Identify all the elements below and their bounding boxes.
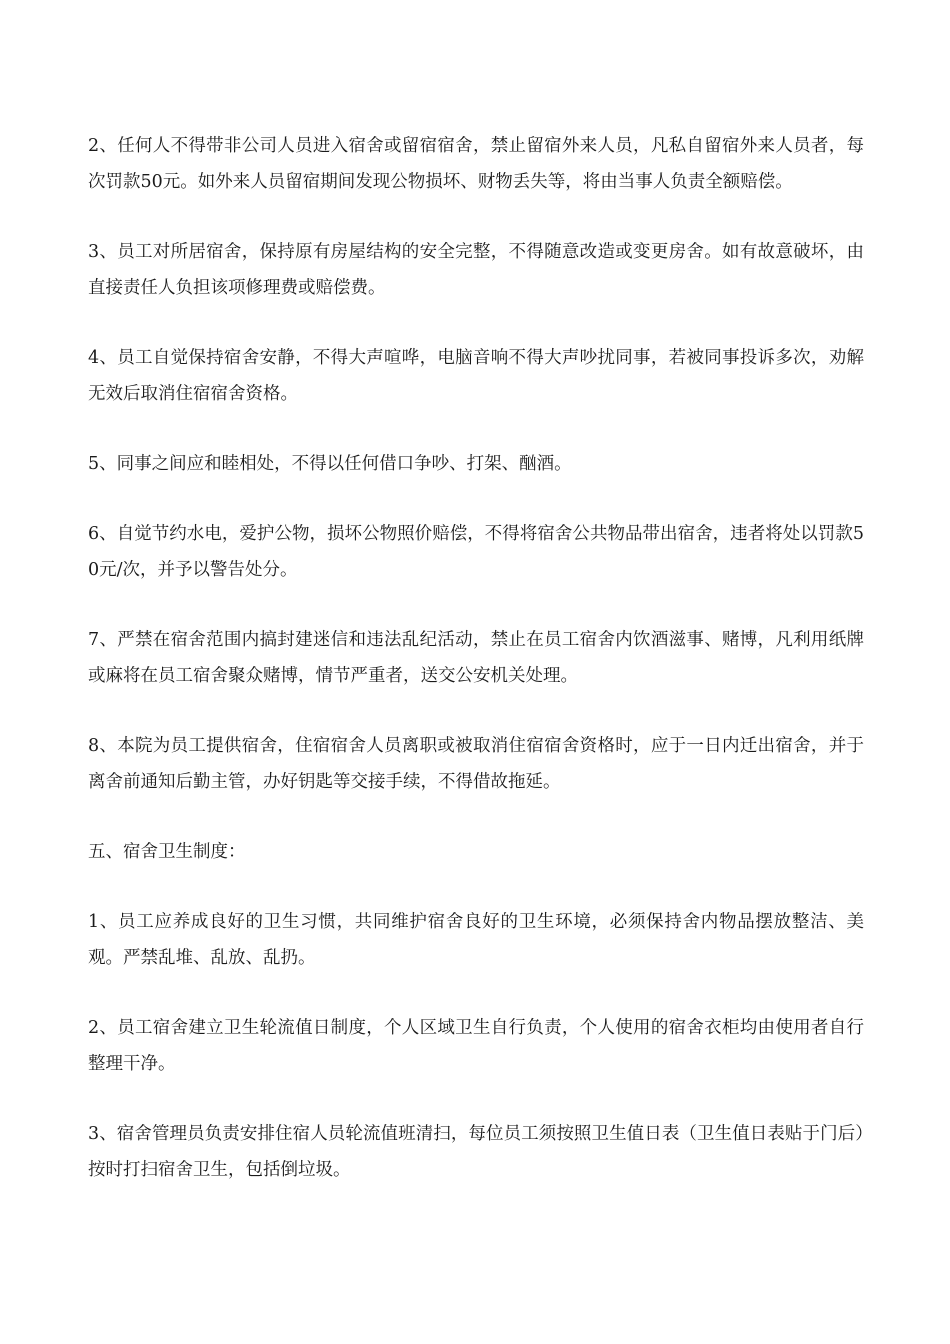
rule-paragraph-3: 3、员工对所居宿舍，保持原有房屋结构的安全完整，不得随意改造或变更房舍。如有故意破坏，由直接责任人负担该项修理费或赔偿费。 xyxy=(88,242,864,298)
section-heading: 五、宿舍卫生制度： xyxy=(88,842,246,862)
rule-paragraph-7: 7、严禁在宿舍范围内搞封建迷信和违法乱纪活动，禁止在员工宿舍内饮酒滋事、赌博，凡利用纸牌或麻将在员工宿舍聚众赌博，情节严重者，送交公安机关处理。 xyxy=(88,630,864,686)
hygiene-paragraph-2: 2、员工宿舍建立卫生轮流值日制度，个人区域卫生自行负责，个人使用的宿舍衣柜均由使用者自行整理干净。 xyxy=(88,1018,864,1074)
rule-paragraph-5: 5、同事之间应和睦相处，不得以任何借口争吵、打架、酗酒。 xyxy=(88,454,572,474)
rule-paragraph-2: 2、任何人不得带非公司人员进入宿舍或留宿宿舍，禁止留宿外来人员，凡私自留宿外来人员者，每次罚款50元。如外来人员留宿期间发现公物损坏、财物丢失等，将由当事人负责全额赔偿。 xyxy=(88,136,864,192)
document-body xyxy=(88,128,864,1222)
rule-paragraph-8: 8、本院为员工提供宿舍，住宿宿舍人员离职或被取消住宿宿舍资格时，应于一日内迁出宿舍，并于离舍前通知后勤主管，办好钥匙等交接手续，不得借故拖延。 xyxy=(88,736,864,792)
hygiene-paragraph-3: 3、宿舍管理员负责安排住宿人员轮流值班清扫，每位员工须按照卫生值日表（卫生值日表贴于门后）按时打扫宿舍卫生，包括倒垃圾。 xyxy=(88,1124,864,1180)
hygiene-paragraph-1: 1、员工应养成良好的卫生习惯，共同维护宿舍良好的卫生环境，必须保持舍内物品摆放整洁、美观。严禁乱堆、乱放、乱扔。 xyxy=(88,912,864,968)
rule-paragraph-6: 6、自觉节约水电，爱护公物，损坏公物照价赔偿，不得将宿舍公共物品带出宿舍，违者将处以罚款50元/次，并予以警告处分。 xyxy=(88,524,864,580)
rule-paragraph-4: 4、员工自觉保持宿舍安静，不得大声喧哗，电脑音响不得大声吵扰同事，若被同事投诉多次，劝解无效后取消住宿宿舍资格。 xyxy=(88,348,864,404)
